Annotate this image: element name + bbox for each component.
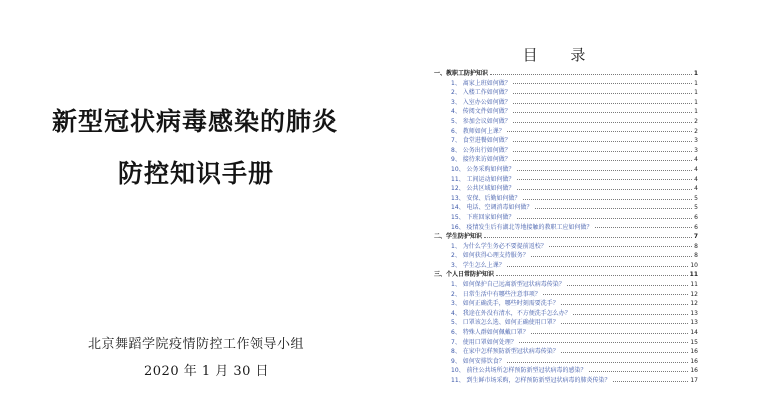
toc-dot-leader bbox=[513, 82, 692, 84]
toc-entry-label: 11、 工间运动如何做？ bbox=[451, 175, 515, 183]
toc-entry-row[interactable] bbox=[434, 251, 698, 261]
toc-dot-leader bbox=[561, 303, 689, 305]
toc-dot-leader bbox=[517, 169, 693, 171]
toc-entry-label: 10、 公务采购如何做？ bbox=[451, 165, 515, 173]
toc-entry-row[interactable] bbox=[434, 194, 698, 204]
toc-dot-leader bbox=[507, 265, 689, 267]
toc-entry-label: 3、 学生怎么上课？ bbox=[451, 261, 505, 269]
toc-entry-label: 7、 使用口罩如何处理？ bbox=[451, 338, 517, 346]
toc-dot-leader bbox=[484, 236, 692, 238]
toc-dot-leader bbox=[543, 293, 689, 295]
toc-page-number: 6 bbox=[694, 223, 698, 231]
toc-entry-label: 5、 参加会议如何做？ bbox=[451, 117, 511, 125]
toc-dot-leader bbox=[613, 380, 689, 382]
toc-entry-label: 1、 为什么学生务必不要提前返校？ bbox=[451, 242, 547, 250]
toc-page-number: 5 bbox=[694, 194, 698, 202]
toc-dot-leader bbox=[513, 92, 692, 94]
toc-entry-row[interactable] bbox=[434, 376, 698, 386]
toc-entry-label: 9、 如何安排饮食？ bbox=[451, 357, 505, 365]
toc-page-number: 4 bbox=[694, 165, 698, 173]
toc-page-number: 17 bbox=[690, 377, 698, 384]
toc-entry-label: 10、 前往公共场所怎样预防新型冠状病毒的感染？ bbox=[451, 367, 587, 375]
toc-entry-row[interactable] bbox=[434, 366, 698, 376]
toc-page-number: 16 bbox=[690, 367, 698, 375]
toc-page-number: 1 bbox=[694, 98, 698, 106]
toc-dot-leader bbox=[535, 207, 693, 209]
toc-entry-label: 二、学生防护知识 bbox=[434, 233, 483, 241]
toc-page-number: 1 bbox=[694, 108, 698, 116]
toc-entry-row[interactable] bbox=[434, 309, 698, 319]
toc-dot-leader bbox=[567, 284, 689, 286]
toc-entry-row[interactable] bbox=[434, 117, 698, 127]
toc-dot-leader bbox=[496, 274, 688, 276]
toc-entry-row[interactable] bbox=[434, 88, 698, 98]
toc-dot-leader bbox=[519, 341, 689, 343]
toc-entry-label: 4、 我途在外没有清水，不方便洗手怎么办？ bbox=[451, 309, 571, 317]
toc-dot-leader bbox=[561, 322, 689, 324]
toc-entry-row[interactable] bbox=[434, 280, 698, 290]
toc-entry-label: 11、 到生鲜市场采购，怎样预防新型冠状病毒的肺炎传染？ bbox=[451, 377, 611, 384]
toc-page-number: 16 bbox=[690, 357, 698, 365]
toc-dot-leader bbox=[573, 313, 689, 315]
toc-entry-label: 7、 食堂进餐如何做？ bbox=[451, 137, 511, 145]
toc-entry-label: 13、 安保、后勤如何做？ bbox=[451, 194, 521, 202]
toc-entry-row[interactable] bbox=[434, 155, 698, 165]
toc-entry-row[interactable] bbox=[434, 318, 698, 328]
cover-date: 2020 年 1 月 30 日 bbox=[144, 364, 270, 379]
toc-entry-label: 三、个人日常防护知识 bbox=[434, 271, 495, 279]
toc-entry-label: 9、 接待来访如何做？ bbox=[451, 156, 511, 164]
toc-page-number: 12 bbox=[690, 300, 698, 308]
toc-page-number: 11 bbox=[689, 271, 698, 279]
toc-entry-label: 4、 传阅文件如何做？ bbox=[451, 108, 511, 116]
toc-entry-row[interactable] bbox=[434, 146, 698, 156]
toc-entry-row[interactable] bbox=[434, 165, 698, 175]
toc-entry-label: 1、 离家上班如何做？ bbox=[451, 79, 511, 87]
toc-dot-leader bbox=[507, 361, 689, 363]
toc-dot-leader bbox=[517, 178, 693, 180]
toc-page-number: 8 bbox=[694, 242, 698, 250]
toc-dot-leader bbox=[517, 188, 693, 190]
toc-section-row[interactable] bbox=[434, 69, 698, 79]
toc-page-number: 8 bbox=[694, 252, 698, 260]
toc-dot-leader bbox=[513, 111, 692, 113]
toc-page-number: 13 bbox=[690, 309, 698, 317]
toc-entry-row[interactable] bbox=[434, 79, 698, 89]
toc-entry-row[interactable] bbox=[434, 203, 698, 213]
toc-page-number: 1 bbox=[694, 79, 698, 87]
toc-dot-leader bbox=[561, 351, 689, 353]
toc-entry-row[interactable] bbox=[434, 299, 698, 309]
toc-entry-label: 8、 公务出行如何做？ bbox=[451, 146, 511, 154]
toc-page bbox=[418, 32, 704, 404]
toc-section-row[interactable] bbox=[434, 232, 698, 242]
toc-entry-label: 一、教职工防护知识 bbox=[434, 70, 489, 77]
toc-entry-row[interactable] bbox=[434, 175, 698, 185]
toc-dot-leader bbox=[531, 255, 692, 257]
toc-entry-row[interactable] bbox=[434, 98, 698, 108]
cover-subtitle: 防控知识手册 bbox=[118, 159, 275, 188]
toc-entry-label: 2、 如何获得心理支持服务？ bbox=[451, 252, 529, 260]
toc-entry-row[interactable] bbox=[434, 242, 698, 252]
toc-dot-leader bbox=[589, 370, 689, 372]
toc-page-number: 4 bbox=[694, 156, 698, 164]
toc-section-row[interactable] bbox=[434, 270, 698, 280]
toc-page-number: 1 bbox=[693, 70, 698, 77]
toc-page-number: 16 bbox=[690, 348, 698, 356]
toc-list bbox=[434, 69, 698, 386]
toc-page-number: 2 bbox=[694, 117, 698, 125]
toc-page-number: 11 bbox=[690, 281, 698, 289]
toc-page-number: 3 bbox=[694, 146, 698, 154]
toc-dot-leader bbox=[513, 140, 692, 142]
toc-dot-leader bbox=[490, 73, 692, 75]
toc-page-number: 3 bbox=[694, 137, 698, 145]
toc-page-number: 4 bbox=[694, 175, 698, 183]
toc-page-number: 6 bbox=[694, 213, 698, 221]
toc-entry-row[interactable] bbox=[434, 223, 698, 233]
toc-entry-label: 14、 电话、空调消毒如何做？ bbox=[451, 204, 533, 212]
toc-entry-row[interactable] bbox=[434, 357, 698, 367]
toc-entry-row[interactable] bbox=[434, 290, 698, 300]
toc-entry-row[interactable] bbox=[434, 347, 698, 357]
toc-dot-leader bbox=[517, 217, 693, 219]
toc-entry-label: 6、 特殊人群如何佩戴口罩？ bbox=[451, 329, 529, 337]
toc-entry-label: 15、 下班回家如何做？ bbox=[451, 213, 515, 221]
toc-heading: 目 录 bbox=[522, 46, 600, 64]
toc-entry-row[interactable] bbox=[434, 338, 698, 348]
toc-entry-label: 8、 在家中怎样预防新型冠状病毒传染？ bbox=[451, 348, 559, 356]
toc-entry-row[interactable] bbox=[434, 107, 698, 117]
toc-entry-row[interactable] bbox=[434, 213, 698, 223]
toc-entry-label: 12、 公共区域如何做？ bbox=[451, 185, 515, 193]
toc-entry-label: 1、 如何保护自己远离新型冠状病毒传染？ bbox=[451, 281, 565, 289]
toc-entry-label: 16、 疫情发生后有湖北等地接触的教职工应如何做？ bbox=[451, 223, 593, 231]
toc-entry-row[interactable] bbox=[434, 261, 698, 271]
toc-page-number: 15 bbox=[690, 338, 698, 346]
toc-dot-leader bbox=[513, 102, 692, 104]
toc-page-number: 7 bbox=[693, 233, 698, 241]
toc-page-number: 1 bbox=[694, 89, 698, 97]
toc-entry-label: 6、 教师如何上课？ bbox=[451, 127, 505, 135]
toc-entry-row[interactable] bbox=[434, 184, 698, 194]
toc-entry-label: 5、 口罩该怎么选、如何正确使用口罩？ bbox=[451, 319, 559, 327]
toc-dot-leader bbox=[513, 121, 692, 123]
toc-entry-row[interactable] bbox=[434, 136, 698, 146]
cover-organization: 北京舞蹈学院疫情防控工作领导小组 bbox=[88, 337, 305, 352]
toc-page-number: 2 bbox=[694, 127, 698, 135]
toc-entry-label: 2、 入楼工作如何做？ bbox=[451, 89, 511, 97]
toc-dot-leader bbox=[513, 159, 692, 161]
toc-dot-leader bbox=[549, 245, 692, 247]
toc-page-number: 5 bbox=[694, 204, 698, 212]
toc-dot-leader bbox=[507, 130, 692, 132]
toc-dot-leader bbox=[523, 198, 693, 200]
toc-entry-label: 3、 入室办公如何做？ bbox=[451, 98, 511, 106]
toc-entry-row[interactable] bbox=[434, 127, 698, 137]
cover-title: 新型冠状病毒感染的肺炎 bbox=[52, 107, 339, 136]
toc-entry-label: 2、 日常生活中有哪些注意事项？ bbox=[451, 290, 541, 298]
toc-page-number: 4 bbox=[694, 185, 698, 193]
toc-page-number: 14 bbox=[690, 329, 698, 337]
toc-entry-row[interactable] bbox=[434, 328, 698, 338]
toc-page-number: 12 bbox=[690, 290, 698, 298]
toc-dot-leader bbox=[531, 332, 689, 334]
toc-dot-leader bbox=[513, 150, 692, 152]
toc-dot-leader bbox=[595, 226, 693, 228]
toc-page-number: 13 bbox=[690, 319, 698, 327]
toc-page-number: 10 bbox=[690, 261, 698, 269]
toc-entry-label: 3、 如何正确洗手，哪些时刻需要洗手？ bbox=[451, 300, 559, 308]
